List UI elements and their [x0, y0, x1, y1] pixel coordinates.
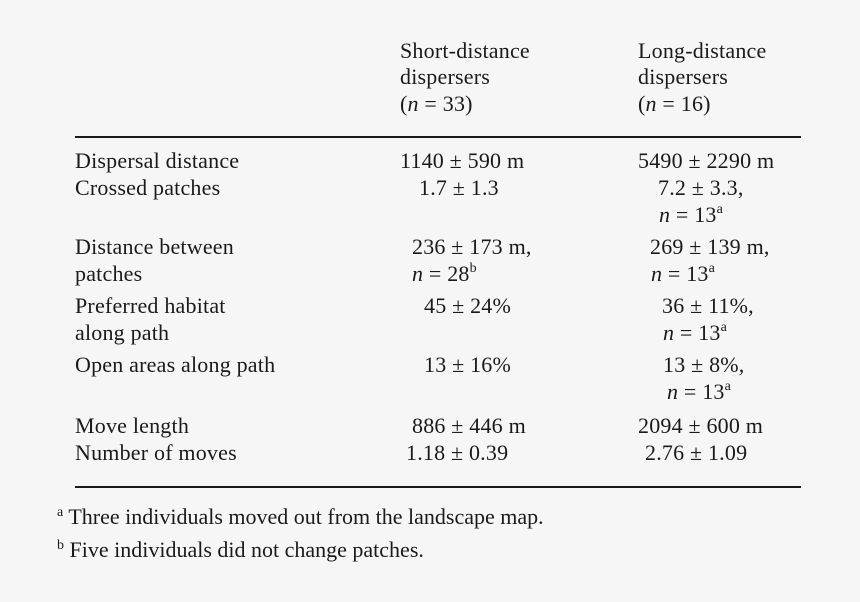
n-value: = 13 [678, 379, 725, 404]
footnote-b [57, 536, 424, 563]
n-value: = 13 [662, 261, 709, 286]
cell-short: 886 ± 446 m [412, 413, 526, 438]
footnote-mark: a [57, 505, 64, 520]
cell-long: 269 ± 139 m, [650, 234, 770, 259]
row-label-cont: along path [75, 320, 170, 345]
cell-short: 1140 ± 590 m [400, 148, 525, 173]
cell-short: 236 ± 173 m, [412, 234, 532, 259]
cell-short: 1.18 ± 0.39 [406, 440, 509, 465]
header-long-line2: dispersers [638, 64, 728, 89]
header-short-line2: dispersers [400, 64, 490, 89]
cell-short: 13 ± 16% [424, 352, 512, 377]
row-label: Dispersal distance [75, 148, 240, 173]
row-label: Open areas along path [75, 352, 276, 377]
row-label: Move length [75, 413, 190, 438]
row-label: Number of moves [75, 440, 237, 465]
footnote-text: Three individuals moved out from the landscape map. [68, 504, 544, 529]
bottom-rule [75, 486, 801, 488]
footnote-mark: b [57, 538, 64, 553]
n-value: = 13 [670, 202, 717, 227]
row-label: Preferred habitat [75, 293, 226, 318]
footnote-a [57, 503, 544, 530]
footnote-mark: a [708, 261, 716, 276]
cell-long: 13 ± 8%, [663, 352, 745, 377]
header-rule [75, 136, 801, 138]
cell-long-n: $n = 13^a$ [667, 379, 732, 404]
footnote-mark: a [716, 202, 724, 217]
footnote-text: Five individuals did not change patches. [69, 537, 424, 562]
footnote-mark: a [720, 320, 728, 335]
header-long-n: (n = 16) [638, 91, 711, 116]
cell-short: 1.7 ± 1.3 [419, 175, 499, 200]
cell-short-n: $n = 28^b$ [412, 261, 477, 286]
header-short-n: (n = 33) [400, 91, 473, 116]
cell-long-n: $n = 13^a$ [659, 202, 724, 227]
cell-long-n: $n = 13^a$ [663, 320, 728, 345]
header-long-line1: Long-distance [638, 38, 767, 63]
cell-long: 5490 ± 2290 m [638, 148, 775, 173]
n-value: = 28 [423, 261, 470, 286]
row-label: Crossed patches [75, 175, 221, 200]
cell-long: 36 ± 11%, [662, 293, 754, 318]
n-value: = 13 [674, 320, 721, 345]
cell-long-n: $n = 13^a$ [651, 261, 716, 286]
row-label-cont: patches [75, 261, 143, 286]
row-label: Distance between [75, 234, 234, 259]
cell-short: 45 ± 24% [424, 293, 512, 318]
header-short-line1: Short-distance [400, 38, 530, 63]
footnote-mark: b [469, 261, 477, 276]
cell-long: 2094 ± 600 m [638, 413, 764, 438]
cell-long: 2.76 ± 1.09 [645, 440, 748, 465]
cell-long: 7.2 ± 3.3, [658, 175, 744, 200]
footnote-mark: a [724, 379, 732, 394]
